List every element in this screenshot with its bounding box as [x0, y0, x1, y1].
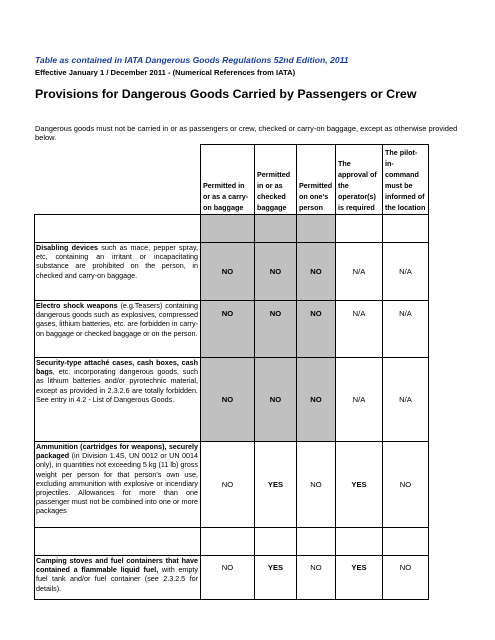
table-row	[35, 243, 429, 301]
row-description	[35, 358, 201, 442]
value-cell: N/A	[383, 358, 429, 442]
value-cell: NO	[201, 442, 255, 528]
value-cell: NO	[383, 442, 429, 528]
row-text: (e.g.Teasers) containing dangerous goods such as explosives, compressed gases, lithium batteries, etc. are forbidden in carry-on baggage or checked baggage or on the person.	[36, 301, 198, 338]
value-cell: NO	[201, 243, 255, 301]
table-row	[35, 301, 429, 358]
value-cell: NO	[297, 556, 336, 600]
value-cell: N/A	[336, 358, 383, 442]
spacer-cell	[297, 215, 336, 243]
spacer-cell	[383, 528, 429, 556]
effective-date-line: Effective January 1 / December 2011 - (Numerical References from IATA)	[35, 68, 296, 77]
value-cell: NO	[297, 358, 336, 442]
row-description	[35, 301, 201, 358]
value-cell: YES	[336, 442, 383, 528]
value-cell: NO	[201, 358, 255, 442]
spacer-row	[35, 215, 429, 243]
intro-paragraph: Dangerous goods must not be carried in or as passengers or crew, checked or carry-on baggage, except as otherwise provided below.	[35, 124, 458, 142]
row-keyword: Electro shock weapons	[36, 301, 118, 310]
column-header-pilot-informed: The pilot-in-command must be informed of the location	[383, 145, 429, 215]
table-row	[35, 358, 429, 442]
table-header-row	[35, 145, 429, 215]
value-cell: YES	[255, 556, 297, 600]
spacer-cell	[35, 528, 201, 556]
row-description	[35, 442, 201, 528]
value-cell: NO	[201, 301, 255, 358]
page-title: Provisions for Dangerous Goods Carried by Passengers or Crew	[35, 87, 417, 101]
value-cell: N/A	[336, 243, 383, 301]
value-cell: NO	[255, 243, 297, 301]
row-keyword: Disabling devices	[36, 243, 98, 252]
spacer-cell	[201, 215, 255, 243]
header-blank-cell	[35, 145, 201, 215]
value-cell: NO	[297, 442, 336, 528]
row-keyword: Camping stoves and fuel containers that have contained a flammable liquid fuel,	[36, 556, 198, 575]
provisions-table	[34, 144, 429, 600]
row-text: such as mace, pepper spray, etc, containing an irritant or incapacitating substance are prohibited on the person, in checked and carry-on baggage.	[36, 243, 199, 280]
spacer-cell	[336, 528, 383, 556]
column-header-operator-approval: The approval of the operator(s) is required	[336, 145, 383, 215]
value-cell: NO	[255, 358, 297, 442]
value-cell: NO	[383, 556, 429, 600]
spacer-cell	[297, 528, 336, 556]
value-cell: YES	[336, 556, 383, 600]
value-cell: N/A	[383, 243, 429, 301]
column-header-checked: Permitted in or as checked baggage	[255, 145, 297, 215]
value-cell: NO	[201, 556, 255, 600]
value-cell: N/A	[336, 301, 383, 358]
row-keyword: Security-type attaché cases, cash boxes, cash bags	[36, 358, 198, 377]
row-text: (in Division 1.4S, UN 0012 or UN 0014 only), in quantities not exceeding 5 kg (11 lb) gross weight per person for that person's own use, excluding ammunition with explosive or incendiary projectiles. Allowances for more than one passenger must not be combined into one or more packages	[36, 451, 198, 516]
spacer-cell	[255, 215, 297, 243]
spacer-cell	[336, 215, 383, 243]
value-cell: N/A	[383, 301, 429, 358]
value-cell: NO	[255, 301, 297, 358]
source-reference-line: Table as contained in IATA Dangerous Goods Regulations 52nd Edition, 2011	[35, 55, 349, 65]
table-row	[35, 442, 429, 528]
table-row	[35, 556, 429, 600]
value-cell: NO	[297, 243, 336, 301]
column-header-carry-on: Permitted in or as a carry-on baggage	[201, 145, 255, 215]
spacer-cell	[255, 528, 297, 556]
spacer-cell	[201, 528, 255, 556]
row-text: with empty fuel tank and/or fuel container (see 2.3.2.5 for details).	[36, 565, 198, 593]
row-text: , etc. incorporating dangerous goods, such as lithium batteries and/or pyrotechnic material, except as provided in 2.3.2.6 are totally forbidden. See entry in 4.2 - List of Dangerous Goods.	[36, 367, 198, 404]
column-header-on-person: Permitted on one's person	[297, 145, 336, 215]
row-keyword: Ammunition (cartridges for weapons), securely packaged	[36, 442, 198, 461]
spacer-cell	[35, 215, 201, 243]
row-description	[35, 556, 201, 600]
spacer-row	[35, 528, 429, 556]
value-cell: YES	[255, 442, 297, 528]
row-description	[35, 243, 201, 301]
value-cell: NO	[297, 301, 336, 358]
spacer-cell	[383, 215, 429, 243]
